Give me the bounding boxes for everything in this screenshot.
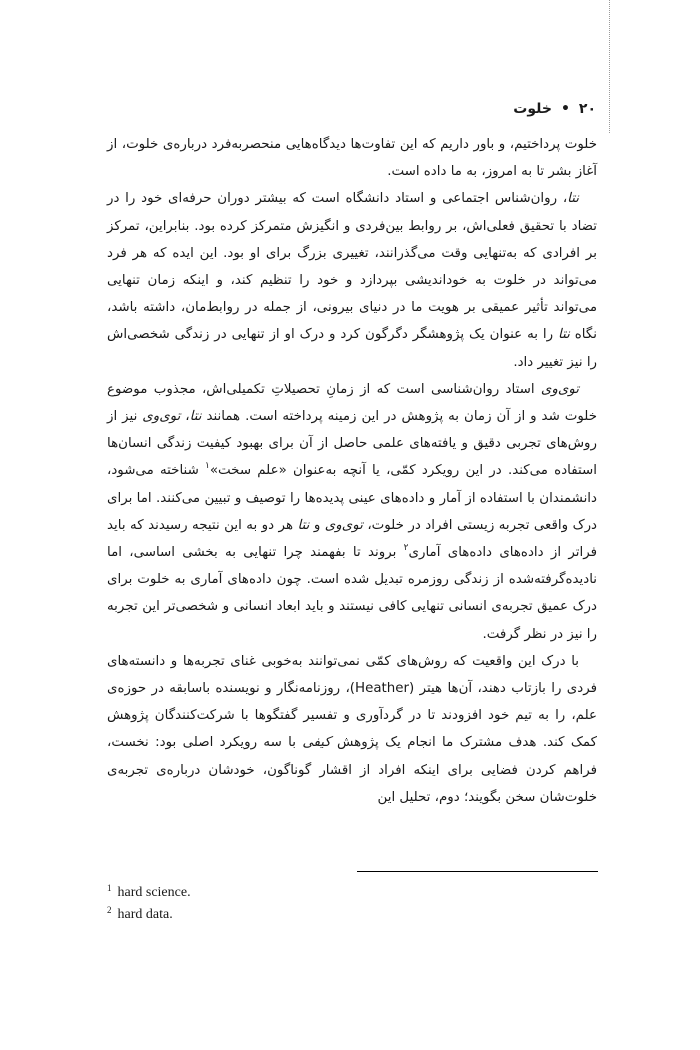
italic-name: توی‌وی [142,409,181,425]
text-run: با درک این واقعیت که روش‌های کمّی نمی‌توانند به‌خوبی غنای تجربه‌ها و دانسته‌های فردی را بازتاب دهند، آن‌ها هیتر (Heather)، روزنامه‌نگار و نویسنده باسابقه در حوزه‌ی علم، را به تیم خود افزودند تا در گردآوری و تفسیر گفتگوها با شرکت‌کنندگان پژوهش کمک کند. هدف مشترک ما انجام یک پژوهش [107,653,597,751]
italic-name: نتا [567,191,579,207]
text-run: خلوت پرداختیم، و باور داریم که این تفاوت‌ها دیدگاه‌هایی منحصربه‌فرد درباره‌ی خلوت، از آغاز بشر تا به امروز، به ما داده است. [107,137,597,180]
footnote-text: hard data. [117,907,173,922]
text-run: ، [180,409,190,425]
paragraph [107,648,597,811]
italic-name: نتا [189,409,202,425]
footnote-mark: 1 [107,883,112,893]
footnotes [107,882,407,926]
running-head [513,100,596,118]
body-text [107,131,597,811]
paragraph [107,131,597,185]
footnote-text: hard science. [117,885,191,900]
text-run: استاد روان‌شناسی است که از زمانِ تحصیلاتِ تکمیلی‌اش، مجذوب موضوع خلوت شد و از آن زمان به پژوهش در این زمینه پرداخته است. همانند [107,381,597,425]
footnote-separator [357,871,598,872]
italic-name: نتا [558,327,570,343]
italic-name: توی‌وی [324,517,363,533]
page-number: ۲۰ [578,101,596,117]
footnote [107,882,407,904]
italic-name: کیفی [302,735,331,751]
text-run: نیز از روش‌های تجربی دقیق و یافته‌های علمی حاصل از آن برای بهبود کیفیت زندگی انسان‌ها استفاده می‌کند. در این رویکرد کمّی، یا آنچه به‌عنوان «علم سخت» [107,409,597,479]
footnote [107,904,407,926]
text-run: و [309,517,325,533]
text-run: شناخته می‌شود، دانشمندان با استفاده از آمار و داده‌های عینی پدیده‌ها را توصیف و تبیین می‌کنند. اما برای درک واقعی تجربه زیستی افراد در خلوت، [107,463,597,533]
text-run: بروند تا بفهمند چرا تنهایی به بخشی اساسی، اما نادیده‌گرفته‌شده از زندگی روزمره تبدیل شده است. چون داده‌های آماری به خلوت برای درک عمیق تجربه‌ی انسانی تنهایی کافی نیستند و باید ابعاد انسانی و شخصی‌تر این تجربه را نیز در نظر گرفت. [107,545,597,642]
chapter-title: خلوت [513,101,552,117]
text-run: را به عنوان یک پژوهشگر دگرگون کرد و درک او از تنهایی در زندگی شخصی‌اش را نیز تغییر داد. [107,327,597,370]
footnote-mark: 2 [107,905,112,915]
margin-dotted-rule [609,0,610,133]
header-bullet: • [560,101,570,117]
footnote-reference: ۱ [205,461,210,472]
text-run: ، روان‌شناس اجتماعی و استاد دانشگاه است که بیشتر دوران حرفه‌ای خود را در تضاد با تحقیق فعلی‌اش، بر روابط بین‌فردی و انگیزش متمرکز کرده بود. بنابراین، تمرکز بر افرادی که به‌تنهایی وقت می‌گذرانند، تغییری بزرگ برای او بود. این ایده که هر فرد می‌تواند در خلوت به خوداندیشی بپردازد و خود را تنظیم کند، و اینکه زمان تنهایی می‌تواند تأثیر عمیقی بر هویت ما در دنیای بیرونی، از جمله در روابط‌مان، داشته باشد، نگاه [107,191,597,343]
italic-name: نتا [297,517,310,533]
footnote-reference: ۲ [403,543,409,554]
text-run: هر دو به این نتیجه رسیدند که باید فراتر از داده‌های داده‌های آماری [107,517,598,561]
text-run: با سه رویکرد اصلی بود: نخست، فراهم کردن فضایی برای اینکه افراد از اقشار گوناگون، خودشان درباره‌ی تجربه‌ی خلوت‌شان سخن بگویند؛ دوم، تحلیل این [107,735,597,805]
paragraph [107,185,597,375]
italic-name: توی‌وی [540,381,579,397]
paragraph [107,376,597,648]
